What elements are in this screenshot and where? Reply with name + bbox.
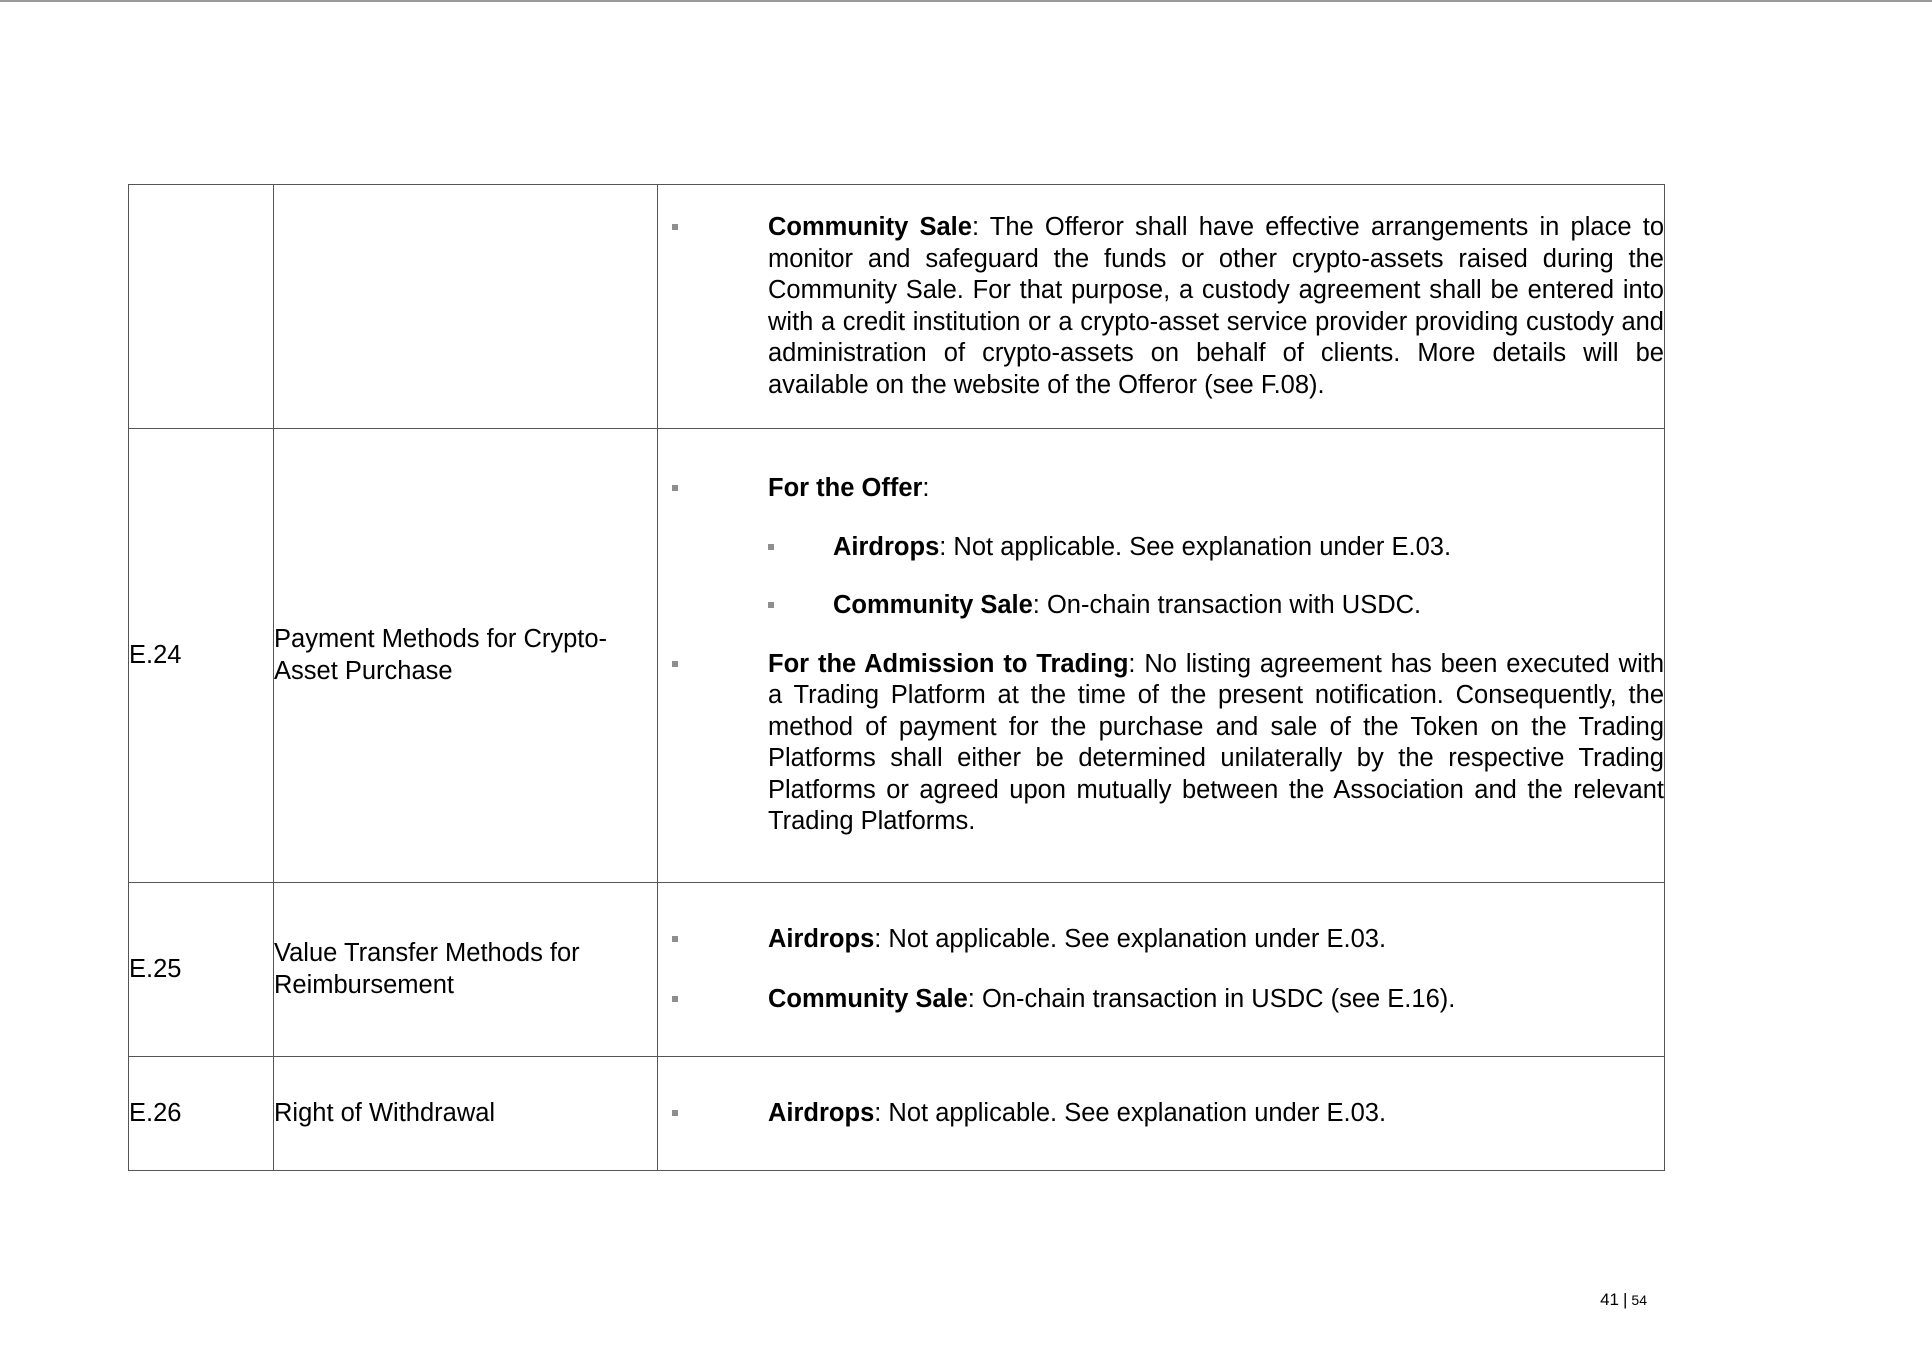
row-code: E.24 bbox=[129, 429, 274, 883]
page-separator: | bbox=[1623, 1290, 1628, 1309]
row-content bbox=[658, 883, 1665, 1057]
bullet-item bbox=[658, 649, 1664, 838]
sub-bullet-item bbox=[658, 590, 1664, 622]
bullet-item bbox=[658, 924, 1664, 956]
row-label: Right of Withdrawal bbox=[274, 1057, 658, 1171]
current-page: 41 bbox=[1600, 1290, 1619, 1309]
page-number bbox=[1600, 1290, 1647, 1310]
bullet-title: For the Offer bbox=[768, 474, 923, 503]
row-content bbox=[658, 185, 1665, 429]
row-label: Value Transfer Methods for Reimbursement bbox=[274, 883, 658, 1057]
disclosure-table bbox=[128, 184, 1665, 1171]
table-row bbox=[129, 429, 1665, 883]
row-code bbox=[129, 185, 274, 429]
bullet-text: : Not applicable. See explanation under E.03. bbox=[939, 532, 1452, 561]
bullet-item bbox=[658, 984, 1664, 1016]
table-row bbox=[129, 883, 1665, 1057]
bullet-title: Community Sale bbox=[768, 984, 968, 1013]
row-label: Payment Methods for Crypto-Asset Purchase bbox=[274, 429, 658, 883]
top-rule bbox=[0, 0, 1932, 2]
total-pages: 54 bbox=[1631, 1292, 1647, 1308]
row-content bbox=[658, 1057, 1665, 1171]
bullet-text: : On-chain transaction with USDC. bbox=[1032, 591, 1422, 620]
bullet-item bbox=[658, 212, 1664, 401]
row-code: E.26 bbox=[129, 1057, 274, 1171]
bullet-item bbox=[658, 1098, 1664, 1130]
bullet-title: For the Admission to Trading bbox=[768, 649, 1129, 678]
row-code: E.25 bbox=[129, 883, 274, 1057]
bullet-title: Community Sale bbox=[833, 591, 1033, 620]
row-content bbox=[658, 429, 1665, 883]
sub-bullet-item bbox=[658, 532, 1664, 564]
bullet-title: Airdrops bbox=[768, 925, 875, 953]
bullet-text: : The Offeror shall have effective arrangements in place to monitor and safeguard the funds or other crypto-assets raised during the Community Sale. For that purpose, a custody agreement shall be entered into with a credit institution or a crypto-asset service provider providing custody and administration of crypto-assets on behalf of clients. More details will be available on the website of the Offeror (see F.08). bbox=[768, 213, 1665, 399]
bullet-title: Airdrops bbox=[768, 1098, 875, 1127]
bullet-title: Airdrops bbox=[833, 532, 940, 561]
table-row bbox=[129, 185, 1665, 429]
table-row bbox=[129, 1057, 1665, 1171]
bullet-text: : bbox=[922, 474, 930, 503]
bullet-text: : Not applicable. See explanation under E.03. bbox=[874, 1098, 1387, 1127]
bullet-text: : On-chain transaction in USDC (see E.16). bbox=[967, 984, 1456, 1013]
bullet-item bbox=[658, 473, 1664, 505]
row-label bbox=[274, 185, 658, 429]
bullet-text: : Not applicable. See explanation under E.03. bbox=[874, 925, 1387, 953]
bullet-title: Community Sale bbox=[768, 213, 972, 241]
bullet-text: : No listing agreement has been executed with a Trading Platform at the time of the present notification. Consequently, the method of payment for the purchase and sale of the Token on the Trading Platforms shall either be determined unilaterally by the respective Trading Platforms or agreed upon mutually between the Association and the relevant Trading Platforms. bbox=[768, 649, 1665, 836]
